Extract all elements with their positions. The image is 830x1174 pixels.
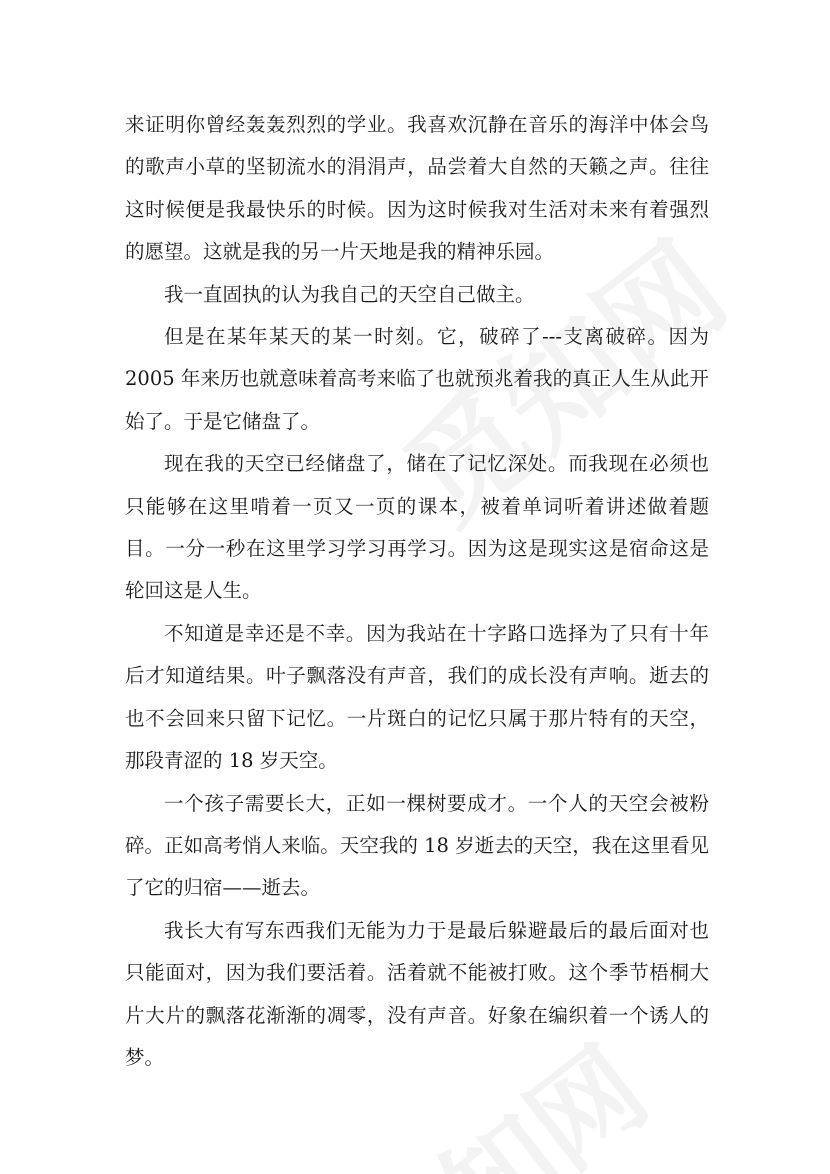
paragraph: 我一直固执的认为我自己的天空自己做主。 — [164, 282, 535, 306]
paragraph: 现在我的天空已经储盘了，储在了记忆深处。而我现在必须也只能够在这里啃着一页又一页的课本，被着单词听着讲述做着题目。一分一秒在这里学习学习再学习。因为这是现实这是宿命这是轮回这是人生。 — [125, 452, 709, 603]
paragraph: 但是在某年某天的某一时刻。它，破碎了---支离破碎。因为 2005 年来历也就意味着高考来临了也就预兆着我的真正人生从此开始了。于是它储盘了。 — [125, 325, 709, 433]
paragraph: 来证明你曾经轰轰烈烈的学业。我喜欢沉静在音乐的海洋中体会鸟的歌声小草的坚韧流水的涓涓声，品尝着大自然的天籁之声。往往这时候便是我最快乐的时候。因为这时候我对生活对未来有着强烈的愿望。这就是我的另一片天地是我的精神乐园。 — [125, 113, 709, 264]
paragraph: 不知道是幸还是不幸。因为我站在十字路口选择为了只有十年后才知道结果。叶子飘落没有声音，我们的成长没有声响。逝去的也不会回来只留下记忆。一片斑白的记忆只属于那片特有的天空，那段青涩的 18 岁天空。 — [125, 621, 709, 773]
paragraph: 一个孩子需要长大，正如一棵树要成才。一个人的天空会被粉碎。正如高考悄人来临。天空我的 18 岁逝去的天空，我在这里看见了它的归宿——逝去。 — [125, 791, 709, 900]
paragraph: 我长大有写东西我们无能为力于是最后躲避最后的最后面对也只能面对，因为我们要活着。活着就不能被打败。这个季节梧桐大片大片的飘落花渐渐的凋零，没有声音。好象在编织着一个诱人的梦。 — [125, 918, 709, 1069]
document-body — [125, 104, 709, 1079]
